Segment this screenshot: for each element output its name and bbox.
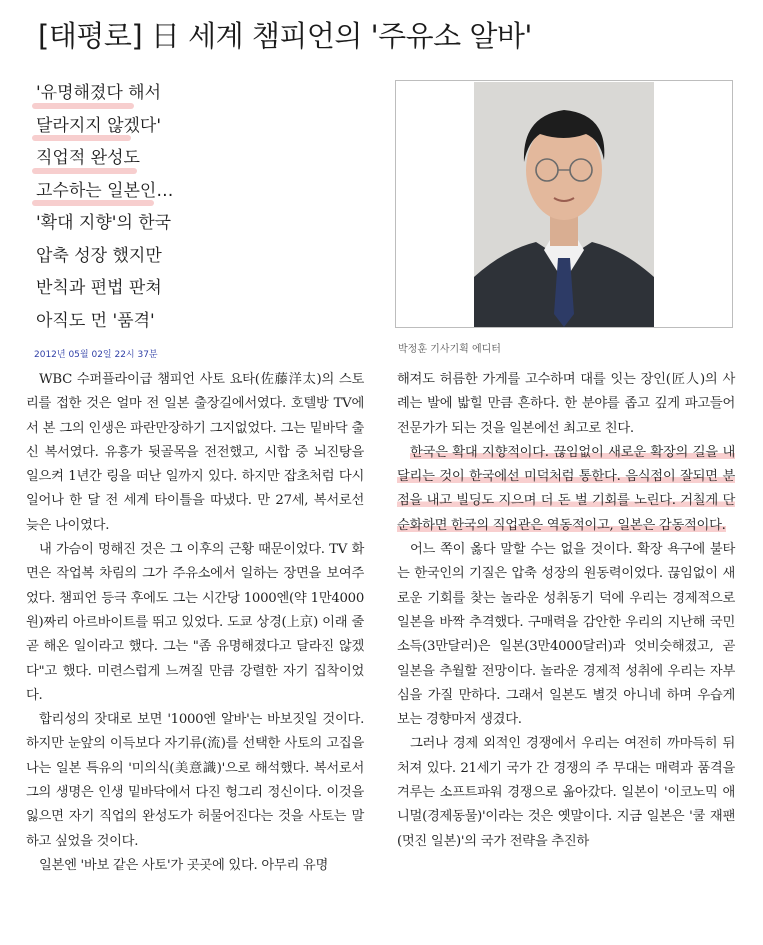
article-paragraph: 합리성의 잣대로 보면 '1000엔 알바'는 바보짓일 것이다. 하지만 눈앞의 이득보다 자기류(流)를 선택한 사토의 고집을 나는 일본 특유의 '미의식(美意識)'으로 해석했다. 복서로서 그의 생명은 인생 밑바닥에서 다진 헝그리 정신이다. 이것을 잃으면 자기 직업의 완성도가 허물어진다는 것을 사토는 말하고 싶었을 것이다. (26, 712, 364, 849)
article-paragraph: 어느 쪽이 옳다 말할 수는 없을 것이다. 확장 욕구에 불타는 한국인의 기질은 압축 성장의 원동력이었다. 끊임없이 새로운 기회를 찾는 놀라운 성취동기 덕에 우리는 경제적으로 일본을 바짝 추격했다. 구매력을 감안한 우리의 지난해 국민소득(3만달러)은 일본(3만4000달러)과 엇비슷해졌고, 곧 일본을 추월할 전망이다. 놀라운 경제적 성취에 우리는 자부심을 가질 만하다. 그래서 일본도 별것 아니네 하며 우습게 보는 경향마저 생겼다. (397, 542, 735, 728)
subheadline-line (32, 113, 372, 146)
subheadline-line (32, 178, 372, 211)
article-paragraph: 그러나 경제 외적인 경쟁에서 우리는 여전히 까마득히 뒤처져 있다. 21세기 국가 간 경쟁의 주 무대는 매력과 품격을 겨루는 소프트파워 경쟁으로 옮아갔다. 일본이 '이코노믹 애니멀(경제동물)'이라는 것은 옛말이다. 지금 일본은 '쿨 재팬(멋진 일본)'의 국가 전략을 추진하 (397, 736, 735, 849)
article-paragraph-highlighted (397, 441, 735, 538)
subheadline-text: 달라지지 않겠다' (36, 115, 162, 136)
highlighted-text: 한국은 확대 지향적이다. 끊임없이 새로운 확장의 길을 내달리는 것이 한국에선 미덕처럼 통한다. 음식점이 잘되면 분점을 내고 빌딩도 지으며 더 돈 벌 기회를 노린다. 거칠게 단순화하면 한국의 직업관은 역동적이고, 일본은 감동적이다. (397, 444, 735, 533)
article-paragraph: 내 가슴이 멍해진 것은 그 이후의 근황 때문이었다. TV 화면은 작업복 차림의 그가 주유소에서 일하는 장면을 보여주었다. 챔피언 등극 후에도 그는 시간당 1000엔(약 1만4000원)짜리 아르바이트를 뛰고 있었다. 도쿄 상경(上京) 이래 줄곧 해온 일이라고 했다. 그는 "좀 유명해졌다고 달라진 않겠다"고 했다. 미련스럽게 느껴질 만큼 강렬한 자기 집착이었다. (26, 542, 364, 703)
columnist-photo (474, 82, 654, 327)
subheadline-line (32, 80, 372, 113)
dateline: 2012년 05월 02일 22시 37분 (34, 350, 158, 360)
subheadline-line (32, 308, 372, 341)
subheadline-text: 압축 성장 했지만 (36, 245, 162, 266)
subheadline-text: '확대 지향'의 한국 (36, 213, 172, 233)
subheadline-text: 직업적 완성도 (36, 148, 140, 168)
portrait-illustration (474, 82, 654, 327)
article-paragraph: 해져도 허름한 가게를 고수하며 대를 잇는 장인(匠人)의 사례는 발에 밟힐 만큼 흔하다. 한 분야를 좁고 깊게 파고들어 전문가가 되는 것을 일본에선 최고로 친다. (397, 372, 735, 436)
article-paragraph: 일본엔 '바보 같은 사토'가 곳곳에 있다. 아무리 유명 (39, 857, 329, 873)
article-paragraph: WBC 수퍼플라이급 챔피언 사토 요타(佐藤洋太)의 스토리를 접한 것은 얼마 전 일본 출장길에서였다. 호텔방 TV에서 본 그의 인생은 파란만장하기 그지없었다. 그는 밑바닥 출신 복서였다. 유흥가 뒷골목을 전전했고, 시합 중 뇌진탕을 일으켜 1년간 링을 떠난 일까지 있다. 하지만 잡초처럼 다시 일어나 한 달 전 세계 타이틀을 따냈다. 만 27세, 복서로선 늦은 나이였다. (26, 372, 364, 533)
subheadline-text: 고수하는 일본인… (36, 180, 174, 201)
subheadline-text: 아직도 먼 '품격' (36, 310, 155, 331)
subheadline-list (32, 80, 372, 340)
photo-caption: 박정훈 기사기획 에디터 (398, 344, 501, 355)
article-column-right (397, 368, 735, 854)
subheadline-text: 반칙과 편법 판쳐 (36, 278, 162, 298)
columnist-photo-frame (395, 80, 733, 328)
article-column-left (26, 368, 364, 878)
subheadline-line (32, 210, 372, 243)
subheadline-line (32, 243, 372, 276)
subheadline-line (32, 145, 372, 178)
highlight-stroke (32, 103, 134, 109)
article-paragraphs (397, 538, 735, 854)
headline: [태평로] 日 세계 챔피언의 '주유소 알바' (38, 19, 532, 53)
subheadline-line (32, 275, 372, 308)
highlight-stroke (32, 168, 137, 174)
subheadline-text: '유명해졌다 해서 (36, 83, 162, 103)
